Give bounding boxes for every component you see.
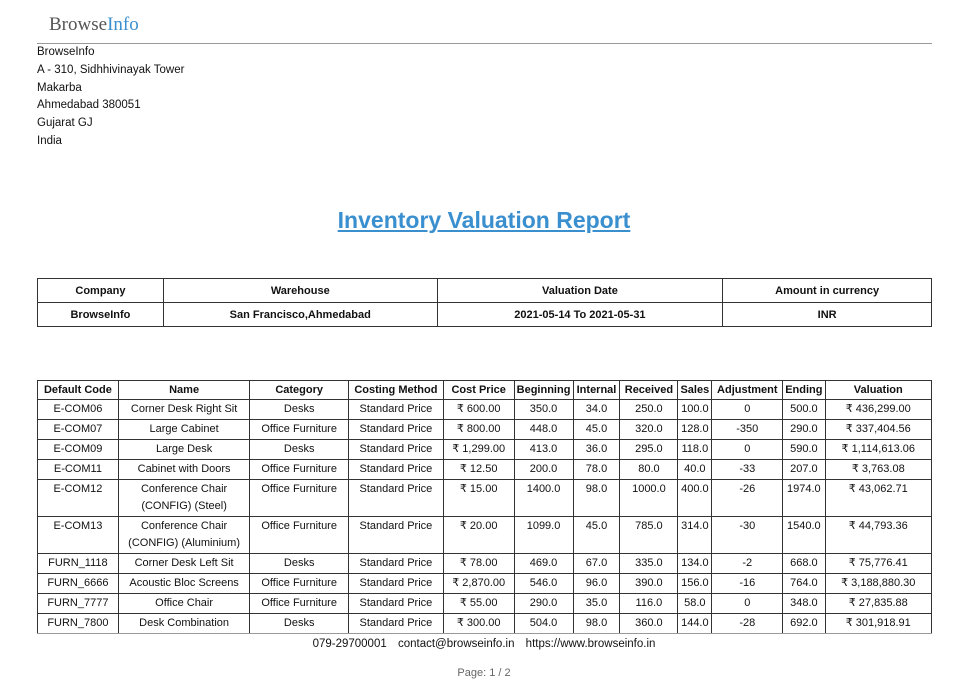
address-line: Gujarat GJ — [37, 117, 93, 130]
cell-received: 320.0 — [620, 420, 678, 440]
cell-received: 335.0 — [620, 554, 678, 574]
cell-category: Office Furniture — [250, 420, 349, 440]
cell-beginning: 1400.0 — [514, 480, 573, 517]
cell-ending: 207.0 — [783, 460, 825, 480]
cell-beginning: 469.0 — [514, 554, 573, 574]
cell-name: Large Cabinet — [118, 420, 250, 440]
address-line: A - 310, Sidhhivinayak Tower — [37, 63, 185, 76]
inventory-header-row — [38, 381, 932, 400]
table-row — [38, 400, 932, 420]
cell-internal: 45.0 — [573, 517, 620, 554]
cell-default-code: FURN_6666 — [38, 574, 119, 594]
summary-valuation-date: 2021-05-14 To 2021-05-31 — [437, 303, 723, 327]
header-default-code: Default Code — [38, 381, 119, 400]
cell-default-code: E-COM11 — [38, 460, 119, 480]
cell-ending: 590.0 — [783, 440, 825, 460]
table-row — [38, 480, 932, 517]
cell-cost-price: ₹ 55.00 — [443, 594, 514, 614]
cell-adjustment: -33 — [712, 460, 783, 480]
table-row — [38, 594, 932, 614]
cell-received: 116.0 — [620, 594, 678, 614]
cell-name: Acoustic Bloc Screens — [118, 574, 250, 594]
cell-beginning: 413.0 — [514, 440, 573, 460]
cell-costing-method: Standard Price — [348, 517, 443, 554]
cell-ending: 348.0 — [783, 594, 825, 614]
cell-sales: 40.0 — [678, 460, 712, 480]
cell-category: Desks — [250, 440, 349, 460]
cell-adjustment: -2 — [712, 554, 783, 574]
cell-sales: 144.0 — [678, 614, 712, 634]
cell-name: Cabinet with Doors — [118, 460, 250, 480]
cell-default-code: E-COM07 — [38, 420, 119, 440]
cell-valuation: ₹ 301,918.91 — [825, 614, 932, 634]
cell-internal: 36.0 — [573, 440, 620, 460]
address-line: India — [37, 134, 62, 147]
cell-valuation: ₹ 43,062.71 — [825, 480, 932, 517]
cell-valuation: ₹ 75,776.41 — [825, 554, 932, 574]
cell-default-code: E-COM09 — [38, 440, 119, 460]
cell-received: 1000.0 — [620, 480, 678, 517]
table-row — [38, 420, 932, 440]
cell-cost-price: ₹ 15.00 — [443, 480, 514, 517]
cell-ending: 764.0 — [783, 574, 825, 594]
header-ending: Ending — [783, 381, 825, 400]
cell-default-code: FURN_1118 — [38, 554, 119, 574]
footer-contact — [0, 638, 968, 650]
cell-sales: 58.0 — [678, 594, 712, 614]
header-category: Category — [250, 381, 349, 400]
footer-divider — [37, 633, 932, 634]
cell-sales: 314.0 — [678, 517, 712, 554]
cell-costing-method: Standard Price — [348, 574, 443, 594]
cell-name: Large Desk — [118, 440, 250, 460]
header-sales: Sales — [678, 381, 712, 400]
cell-sales: 100.0 — [678, 400, 712, 420]
summary-company: BrowseInfo — [38, 303, 164, 327]
table-row — [38, 460, 932, 480]
cell-received: 250.0 — [620, 400, 678, 420]
cell-received: 785.0 — [620, 517, 678, 554]
summary-header-currency: Amount in currency — [723, 279, 932, 303]
cell-costing-method: Standard Price — [348, 420, 443, 440]
summary-currency: INR — [723, 303, 932, 327]
cell-beginning: 546.0 — [514, 574, 573, 594]
cell-received: 390.0 — [620, 574, 678, 594]
cell-sales: 118.0 — [678, 440, 712, 460]
cell-ending: 1540.0 — [783, 517, 825, 554]
footer-phone: 079-29700001 — [312, 638, 387, 650]
cell-ending: 1974.0 — [783, 480, 825, 517]
cell-category: Office Furniture — [250, 460, 349, 480]
header-valuation: Valuation — [825, 381, 932, 400]
cell-cost-price: ₹ 800.00 — [443, 420, 514, 440]
cell-adjustment: -30 — [712, 517, 783, 554]
cell-internal: 96.0 — [573, 574, 620, 594]
cell-cost-price: ₹ 300.00 — [443, 614, 514, 634]
cell-beginning: 290.0 — [514, 594, 573, 614]
cell-beginning: 1099.0 — [514, 517, 573, 554]
cell-internal: 98.0 — [573, 480, 620, 517]
cell-ending: 290.0 — [783, 420, 825, 440]
cell-costing-method: Standard Price — [348, 554, 443, 574]
cell-costing-method: Standard Price — [348, 460, 443, 480]
summary-header-warehouse: Warehouse — [163, 279, 437, 303]
inventory-rows — [38, 400, 932, 634]
summary-table — [37, 278, 932, 327]
inventory-table — [37, 380, 932, 634]
cell-internal: 45.0 — [573, 420, 620, 440]
cell-cost-price: ₹ 78.00 — [443, 554, 514, 574]
footer-email: contact@browseinfo.in — [397, 638, 515, 650]
cell-adjustment: -350 — [712, 420, 783, 440]
cell-beginning: 448.0 — [514, 420, 573, 440]
cell-name: Desk Combination — [118, 614, 250, 634]
cell-sales: 156.0 — [678, 574, 712, 594]
cell-name: Office Chair — [118, 594, 250, 614]
cell-category: Office Furniture — [250, 480, 349, 517]
cell-ending: 692.0 — [783, 614, 825, 634]
table-row — [38, 574, 932, 594]
cell-category: Office Furniture — [250, 594, 349, 614]
cell-costing-method: Standard Price — [348, 594, 443, 614]
cell-cost-price: ₹ 1,299.00 — [443, 440, 514, 460]
cell-valuation: ₹ 3,188,880.30 — [825, 574, 932, 594]
cell-valuation: ₹ 44,793.36 — [825, 517, 932, 554]
cell-valuation: ₹ 3,763.08 — [825, 460, 932, 480]
cell-adjustment: -26 — [712, 480, 783, 517]
cell-name: Corner Desk Right Sit — [118, 400, 250, 420]
cell-internal: 67.0 — [573, 554, 620, 574]
cell-ending: 668.0 — [783, 554, 825, 574]
company-logo: BrowseInfo — [49, 14, 139, 35]
cell-category: Desks — [250, 554, 349, 574]
cell-sales: 128.0 — [678, 420, 712, 440]
header-costing-method: Costing Method — [348, 381, 443, 400]
cell-costing-method: Standard Price — [348, 480, 443, 517]
cell-category: Desks — [250, 614, 349, 634]
cell-name: Conference Chair (CONFIG) (Aluminium) — [118, 517, 250, 554]
cell-sales: 134.0 — [678, 554, 712, 574]
cell-beginning: 350.0 — [514, 400, 573, 420]
cell-internal: 78.0 — [573, 460, 620, 480]
summary-header-row — [38, 279, 932, 303]
cell-cost-price: ₹ 2,870.00 — [443, 574, 514, 594]
header-beginning: Beginning — [514, 381, 573, 400]
cell-name: Conference Chair (CONFIG) (Steel) — [118, 480, 250, 517]
cell-beginning: 200.0 — [514, 460, 573, 480]
header-cost-price: Cost Price — [443, 381, 514, 400]
header-adjustment: Adjustment — [712, 381, 783, 400]
address-line: Makarba — [37, 81, 82, 94]
cell-default-code: E-COM12 — [38, 480, 119, 517]
header-received: Received — [620, 381, 678, 400]
cell-valuation: ₹ 337,404.56 — [825, 420, 932, 440]
cell-received: 295.0 — [620, 440, 678, 460]
cell-valuation: ₹ 1,114,613.06 — [825, 440, 932, 460]
cell-adjustment: 0 — [712, 400, 783, 420]
cell-internal: 98.0 — [573, 614, 620, 634]
cell-category: Office Furniture — [250, 517, 349, 554]
page-number: Page: 1 / 2 — [457, 667, 511, 679]
cell-default-code: FURN_7800 — [38, 614, 119, 634]
cell-valuation: ₹ 436,299.00 — [825, 400, 932, 420]
cell-cost-price: ₹ 12.50 — [443, 460, 514, 480]
table-row — [38, 614, 932, 634]
cell-adjustment: -16 — [712, 574, 783, 594]
cell-default-code: E-COM06 — [38, 400, 119, 420]
table-row — [38, 440, 932, 460]
cell-beginning: 504.0 — [514, 614, 573, 634]
summary-value-row — [38, 303, 932, 327]
cell-costing-method: Standard Price — [348, 440, 443, 460]
cell-adjustment: 0 — [712, 440, 783, 460]
cell-valuation: ₹ 27,835.88 — [825, 594, 932, 614]
cell-adjustment: -28 — [712, 614, 783, 634]
cell-name: Corner Desk Left Sit — [118, 554, 250, 574]
cell-category: Office Furniture — [250, 574, 349, 594]
company-address — [37, 44, 184, 151]
cell-received: 360.0 — [620, 614, 678, 634]
table-row — [38, 554, 932, 574]
cell-cost-price: ₹ 600.00 — [443, 400, 514, 420]
address-line: Ahmedabad 380051 — [37, 99, 141, 112]
cell-received: 80.0 — [620, 460, 678, 480]
address-line: BrowseInfo — [37, 46, 95, 58]
cell-ending: 500.0 — [783, 400, 825, 420]
cell-cost-price: ₹ 20.00 — [443, 517, 514, 554]
cell-default-code: E-COM13 — [38, 517, 119, 554]
cell-costing-method: Standard Price — [348, 614, 443, 634]
header-name: Name — [118, 381, 250, 400]
summary-header-company: Company — [38, 279, 164, 303]
summary-warehouse: San Francisco,Ahmedabad — [163, 303, 437, 327]
cell-internal: 35.0 — [573, 594, 620, 614]
cell-adjustment: 0 — [712, 594, 783, 614]
cell-costing-method: Standard Price — [348, 400, 443, 420]
cell-category: Desks — [250, 400, 349, 420]
cell-default-code: FURN_7777 — [38, 594, 119, 614]
table-row — [38, 517, 932, 554]
cell-sales: 400.0 — [678, 480, 712, 517]
summary-header-valuation-date: Valuation Date — [437, 279, 723, 303]
footer-website: https://www.browseinfo.in — [525, 638, 656, 650]
report-title: Inventory Valuation Report — [337, 207, 631, 233]
cell-internal: 34.0 — [573, 400, 620, 420]
header-internal: Internal — [573, 381, 620, 400]
